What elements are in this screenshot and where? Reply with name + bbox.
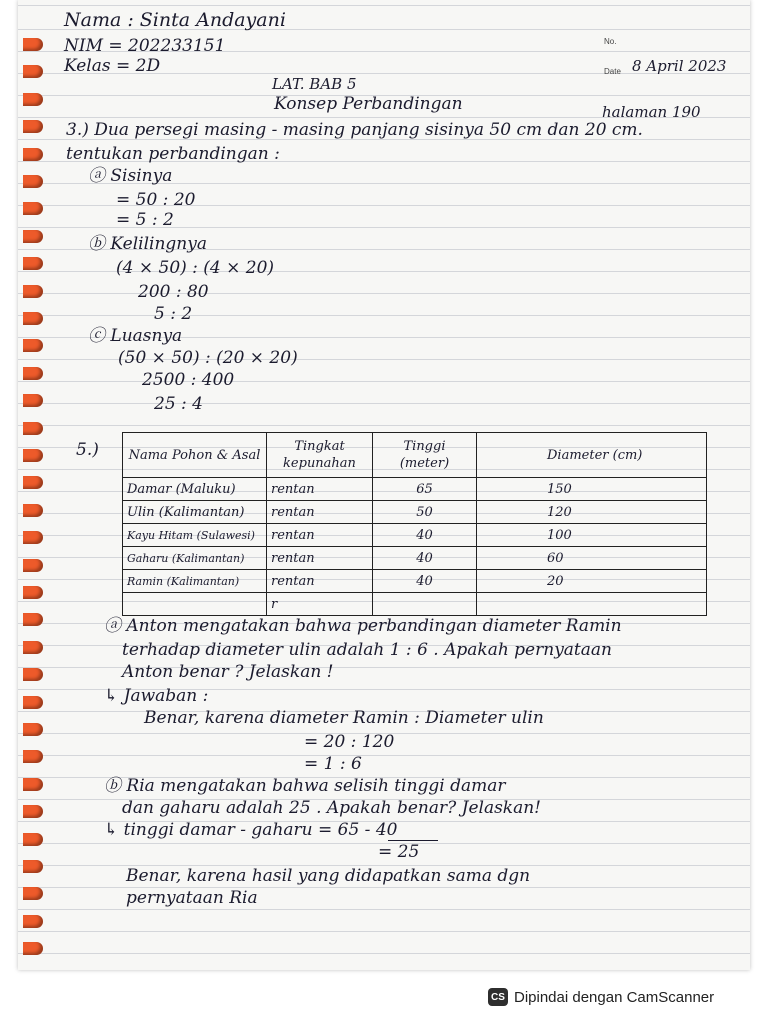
student-name: Nama : Sinta Andayani (64, 9, 286, 31)
cell-diameter: 100 (477, 524, 707, 547)
table-header-row (123, 433, 707, 478)
q3c-step-1: (50 × 50) : (20 × 20) (118, 348, 298, 368)
binder-hole (23, 915, 43, 928)
q3c-label: ⓒ Luasnya (88, 326, 183, 346)
double-underline-top (388, 840, 438, 841)
q3a-step-1: = 50 : 20 (116, 190, 196, 210)
q5a-answer-2: = 20 : 120 (304, 732, 395, 752)
q5b-conclusion-1: Benar, karena hasil yang didapatkan sama dgn (126, 866, 531, 886)
q3c-step-2: 2500 : 400 (142, 370, 235, 390)
cell-tree: Kayu Hitam (Sulawesi) (123, 524, 267, 547)
q5a-line-2: terhadap diameter ulin adalah 1 : 6 . Apakah pernyataan (122, 640, 612, 660)
camscanner-watermark (488, 986, 714, 1008)
q3a-step-2: = 5 : 2 (116, 210, 174, 230)
binder-hole (23, 175, 43, 188)
cell-status: rentan (267, 501, 373, 524)
q3-line-1: 3.) Dua persegi masing - masing panjang sisinya 50 cm dan 20 cm. (66, 120, 643, 140)
cell-diameter: 60 (477, 547, 707, 570)
header-extinction-level: Tingkat kepunahan (267, 433, 373, 478)
student-nim: NIM = 202233151 (64, 36, 226, 56)
binder-hole (23, 668, 43, 681)
cell-empty (123, 593, 267, 616)
binder-hole (23, 559, 43, 572)
q5a-answer-3: = 1 : 6 (304, 754, 362, 774)
camscanner-logo-icon: CS (488, 988, 508, 1006)
binder-hole (23, 120, 43, 133)
binder-hole (23, 202, 43, 215)
q5a-line-3: Anton benar ? Jelaskan ! (122, 662, 334, 682)
header-diameter: Diameter (cm) (477, 433, 707, 478)
q3b-step-1: (4 × 50) : (4 × 20) (116, 258, 275, 278)
binder-hole (23, 504, 43, 517)
table-row (123, 524, 707, 547)
binder-holes (18, 0, 58, 970)
binder-hole (23, 312, 43, 325)
q3b-step-2: 200 : 80 (138, 282, 209, 302)
binder-hole (23, 394, 43, 407)
chapter-title: LAT. BAB 5 (272, 75, 357, 93)
header-tree-name: Nama Pohon & Asal (123, 433, 267, 478)
q5b-calc: ↳ tinggi damar - gaharu = 65 - 40 (104, 820, 398, 840)
camscanner-text: Dipindai dengan CamScanner (514, 988, 715, 1006)
cell-extra-mark: r (267, 593, 373, 616)
binder-hole (23, 148, 43, 161)
binder-hole (23, 531, 43, 544)
cell-diameter: 20 (477, 570, 707, 593)
table-row (123, 593, 707, 616)
q3-line-2: tentukan perbandingan : (66, 144, 280, 164)
cell-status: rentan (267, 570, 373, 593)
q5a-answer-1: Benar, karena diameter Ramin : Diameter ulin (144, 708, 544, 728)
binder-hole (23, 696, 43, 709)
binder-hole (23, 887, 43, 900)
q3b-step-3: 5 : 2 (154, 304, 193, 324)
date-value: 8 April 2023 (632, 57, 727, 75)
binder-hole (23, 641, 43, 654)
cell-empty (477, 593, 707, 616)
binder-hole (23, 860, 43, 873)
binder-hole (23, 833, 43, 846)
binder-hole (23, 93, 43, 106)
q3c-step-3: 25 : 4 (154, 394, 203, 414)
binder-hole (23, 805, 43, 818)
tree-data-table (122, 432, 707, 616)
q5-number: 5.) (76, 440, 99, 460)
notebook-page (18, 0, 750, 970)
cell-diameter: 150 (477, 478, 707, 501)
q3b-label: ⓑ Kelilingnya (88, 234, 207, 254)
binder-hole (23, 723, 43, 736)
cell-diameter: 120 (477, 501, 707, 524)
binder-hole (23, 285, 43, 298)
header-height: Tinggi (meter) (373, 433, 477, 478)
q3a-label: ⓐ Sisinya (88, 166, 173, 186)
cell-height: 65 (373, 478, 477, 501)
cell-tree: Gaharu (Kalimantan) (123, 547, 267, 570)
binder-hole (23, 367, 43, 380)
binder-hole (23, 750, 43, 763)
table-row (123, 570, 707, 593)
binder-hole (23, 476, 43, 489)
cell-tree: Ulin (Kalimantan) (123, 501, 267, 524)
cell-status: rentan (267, 524, 373, 547)
binder-hole (23, 613, 43, 626)
cell-status: rentan (267, 478, 373, 501)
q5b-conclusion-2: pernyataan Ria (126, 888, 258, 908)
no-label: No. (604, 37, 617, 46)
cell-height: 40 (373, 570, 477, 593)
binder-hole (23, 449, 43, 462)
cell-status: rentan (267, 547, 373, 570)
binder-hole (23, 942, 43, 955)
table-row (123, 478, 707, 501)
binder-hole (23, 38, 43, 51)
q5a-answer-label: ↳ Jawaban : (104, 686, 209, 706)
binder-hole (23, 586, 43, 599)
binder-hole (23, 778, 43, 791)
binder-hole (23, 257, 43, 270)
binder-hole (23, 339, 43, 352)
binder-hole (23, 422, 43, 435)
table-row (123, 547, 707, 570)
table-row (123, 501, 707, 524)
cell-tree: Ramin (Kalimantan) (123, 570, 267, 593)
page-reference: halaman 190 (602, 103, 701, 121)
cell-empty (373, 593, 477, 616)
date-label: Date (604, 67, 621, 76)
cell-tree: Damar (Maluku) (123, 478, 267, 501)
q5b-result: = 25 (378, 842, 420, 862)
cell-height: 40 (373, 547, 477, 570)
q5a-line-1: ⓐ Anton mengatakan bahwa perbandingan diameter Ramin (104, 616, 622, 636)
topic-title: Konsep Perbandingan (274, 94, 463, 114)
binder-hole (23, 65, 43, 78)
binder-hole (23, 230, 43, 243)
q5b-line-2: dan gaharu adalah 25 . Apakah benar? Jelaskan! (122, 798, 542, 818)
cell-height: 40 (373, 524, 477, 547)
q5b-line-1: ⓑ Ria mengatakan bahwa selisih tinggi damar (104, 776, 506, 796)
cell-height: 50 (373, 501, 477, 524)
student-class: Kelas = 2D (64, 56, 161, 76)
